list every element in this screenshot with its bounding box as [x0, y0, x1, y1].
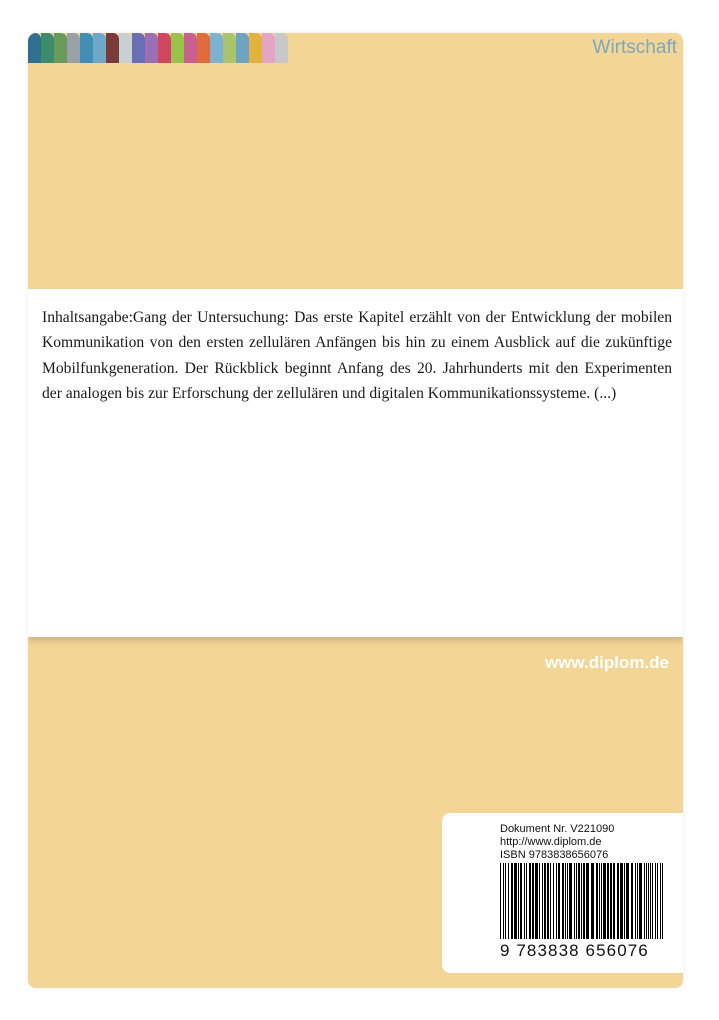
- barcode-bar: [617, 863, 619, 939]
- barcode-bar: [583, 863, 585, 939]
- barcode-bar: [556, 863, 557, 939]
- barcode-bar: [607, 863, 609, 939]
- barcode-bar: [650, 863, 651, 939]
- barcode-bar: [610, 863, 612, 939]
- barcode-bar: [514, 863, 517, 939]
- barcode-bar: [542, 863, 543, 939]
- barcode-bar: [535, 863, 538, 939]
- barcode-bar: [526, 863, 527, 939]
- barcode-bar: [660, 863, 661, 939]
- publisher-url[interactable]: www.diplom.de: [544, 653, 669, 672]
- barcode-bar: [550, 863, 551, 939]
- barcode-bar: [624, 863, 625, 939]
- barcode-bar: [603, 863, 606, 939]
- barcode-bar: [591, 863, 594, 939]
- color-stripe: [93, 33, 106, 63]
- barcode-bar: [532, 863, 534, 939]
- color-stripe: [249, 33, 262, 63]
- category-label: Wirtschaft: [592, 37, 677, 58]
- barcode-bar: [581, 863, 582, 939]
- barcode-bar: [553, 863, 554, 939]
- barcode-digits: 9 783838 656076: [500, 941, 649, 960]
- isbn-info-box: [442, 813, 683, 973]
- color-stripe: [132, 33, 145, 63]
- barcode-bar: [635, 863, 636, 939]
- barcode-bar: [637, 863, 638, 939]
- barcode-bar: [574, 863, 575, 939]
- barcode-bar: [569, 863, 572, 939]
- barcode-bar: [639, 863, 642, 939]
- barcode-bar: [500, 863, 501, 939]
- barcode-bar: [657, 863, 658, 939]
- barcode-bar: [652, 863, 653, 939]
- barcode-bar: [644, 863, 645, 939]
- color-stripe: [223, 33, 236, 63]
- color-stripe: [80, 33, 93, 63]
- color-stripe: [158, 33, 171, 63]
- color-stripe: [54, 33, 67, 63]
- color-stripe: [67, 33, 80, 63]
- barcode-bar: [503, 863, 504, 939]
- color-stripe: [106, 33, 119, 63]
- info-url: http://www.diplom.de: [500, 836, 602, 848]
- barcode-bar: [524, 863, 525, 939]
- barcode-bar: [562, 863, 564, 939]
- barcode-bar: [539, 863, 540, 939]
- isbn-barcode: [500, 863, 666, 939]
- book-cover: [28, 33, 683, 988]
- color-stripe: [41, 33, 54, 63]
- barcode-bar: [567, 863, 568, 939]
- barcode-bar: [655, 863, 656, 939]
- barcode-bar: [578, 863, 580, 939]
- barcode-bar: [544, 863, 546, 939]
- barcode-bar: [631, 863, 633, 939]
- barcode-bar: [662, 863, 663, 939]
- barcode-bar: [518, 863, 519, 939]
- abstract-band: [28, 289, 683, 637]
- color-stripe: [275, 33, 288, 63]
- barcode-bar: [646, 863, 647, 939]
- barcode-bar: [626, 863, 629, 939]
- barcode-bar: [648, 863, 649, 939]
- barcode-bar: [547, 863, 549, 939]
- barcode-bar: [505, 863, 506, 939]
- color-stripe: [210, 33, 223, 63]
- color-stripes: [28, 33, 288, 63]
- barcode-bar: [558, 863, 560, 939]
- barcode-bar: [520, 863, 522, 939]
- barcode-bar: [596, 863, 598, 939]
- barcode-bar: [599, 863, 600, 939]
- color-stripe: [119, 33, 132, 63]
- barcode-bar: [620, 863, 623, 939]
- barcode-bar: [508, 863, 509, 939]
- document-number: Dokument Nr. V221090: [500, 823, 615, 835]
- barcode-bar: [565, 863, 566, 939]
- color-stripe: [171, 33, 184, 63]
- color-stripe: [145, 33, 158, 63]
- abstract-text: Inhaltsangabe:Gang der Untersuchung: Das erste Kapitel erzählt von der Entwicklung der mobilen Kommunikation von den ersten zellulären Anfängen bis hin zu einem Ausblick auf die zukünftige Mobilfunkgeneration. Der Rückblick beginnt Anfang des 20. Jahrhunderts mit den Experimenten der analogen bis zur Erforschung der zellulären und digitalen Kommunikationssysteme. (...): [42, 309, 672, 403]
- isbn-text: ISBN 9783838656076: [500, 849, 609, 861]
- barcode-bar: [601, 863, 602, 939]
- color-stripe: [262, 33, 275, 63]
- color-stripe: [28, 33, 41, 63]
- barcode-bar: [613, 863, 615, 939]
- color-stripe: [184, 33, 197, 63]
- barcode-bar: [511, 863, 513, 939]
- color-stripe: [197, 33, 210, 63]
- color-stripe: [236, 33, 249, 63]
- barcode-bar: [529, 863, 531, 939]
- barcode-bar: [576, 863, 577, 939]
- barcode-bar: [586, 863, 589, 939]
